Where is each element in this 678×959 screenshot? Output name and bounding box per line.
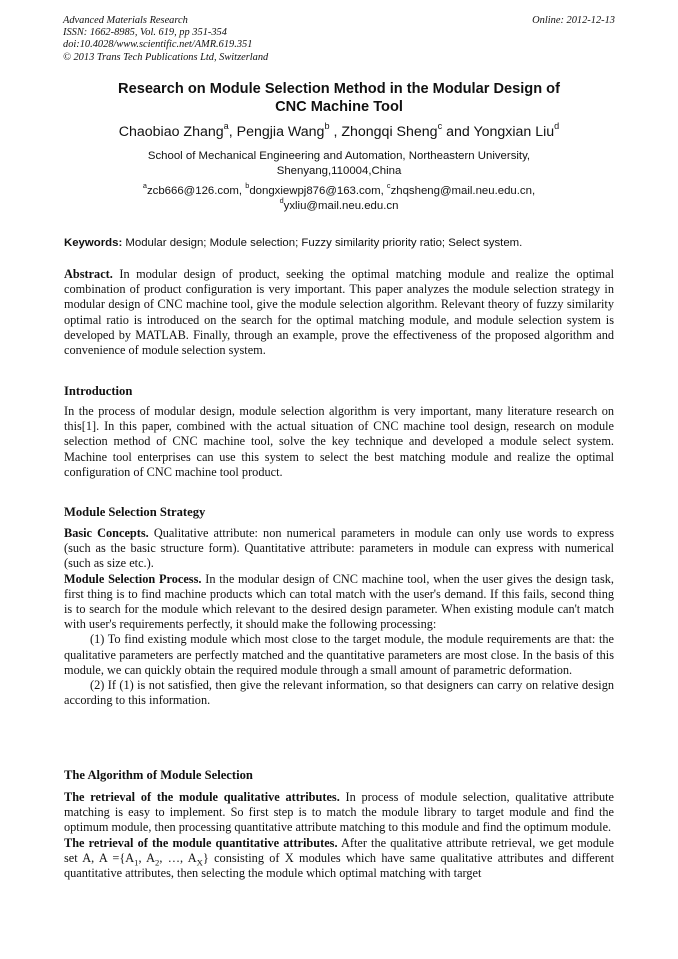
author-name: Zhongqi Sheng [341, 124, 438, 140]
introduction-paragraph: In the process of modular design, module selection algorithm is very important, many literature research on this[1]. In this paper, combined with the actual situation of CNC machine tool design, research on module selection method of CNC machine tool, solve the key technique and developed a module select system. Machine tool enterprises can use this system to select the best matching module and realize the optimal configuration of CNC machine tool product. [64, 404, 614, 479]
journal-name: Advanced Materials Research [63, 15, 188, 26]
process-item-1: (1) To find existing module which most close to the target module, the module requirements are that: the qualitative parameters are perfectly matched and the quantitative parameters are most close. In the basis of this module, we can quickly obtain the required module through a small amount of parametric deformation. [64, 632, 614, 677]
selection-process-label: Module Selection Process. [64, 571, 202, 586]
subscript-2: 2 [155, 857, 160, 868]
author-mark: d [554, 120, 560, 131]
email-mark: a [142, 181, 147, 191]
affiliation [90, 149, 588, 178]
email-separator: , [380, 185, 387, 197]
process-item-2: (2) If (1) is not satisfied, then give the relevant information, so that designers can carry on relative design according to this information. [64, 678, 614, 708]
email-address[interactable]: zhqsheng@mail.neu.edu.cn [390, 185, 532, 197]
author-name: Pengjia Wang [236, 124, 325, 140]
heading-introduction: Introduction [64, 384, 133, 398]
email-address[interactable]: zcb666@126.com [146, 185, 239, 197]
quantitative-text-a: After the qualitative attribute retrieval, we get module set A, A ={A [64, 835, 614, 865]
email-separator: , [238, 185, 246, 197]
author-mark: c [437, 120, 443, 131]
introduction-text [64, 404, 614, 480]
affiliation-line-1: School of Mechanical Engineering and Automation, Northeastern University, [147, 150, 531, 162]
basic-concepts-label: Basic Concepts. [64, 526, 149, 540]
quantitative-label: The retrieval of the module quantitative attributes. [64, 835, 338, 850]
email-mark: b [245, 181, 250, 191]
affiliation-line-2: Shenyang,110004,China [276, 164, 402, 177]
title-line-2: CNC Machine Tool [275, 99, 403, 115]
quantitative-text-b: } consisting of X modules which have same qualitative attributes and different quantitative attributes, then selecting the module which optimal matching with target [64, 850, 614, 881]
online-date: Online: 2012-12-13 [532, 15, 615, 26]
strategy-section [64, 526, 614, 708]
algorithm-section [64, 790, 614, 881]
subscript-x: X [196, 857, 203, 868]
author-name: Chaobiao Zhang [118, 124, 224, 140]
subscript-1: 1 [134, 857, 139, 868]
author-mark: a [223, 120, 229, 131]
email-mark: d [279, 195, 284, 205]
keywords [64, 236, 616, 250]
author-mark: b [324, 120, 330, 131]
keywords-label: Keywords: [64, 237, 123, 249]
email-address[interactable]: yxliu@mail.neu.edu.cn [283, 199, 399, 212]
abstract-label: Abstract. [64, 267, 113, 281]
issn-line: ISSN: 1662-8985, Vol. 619, pp 351-354 [63, 27, 227, 39]
qualitative-label: The retrieval of the module qualitative attributes. [64, 790, 340, 804]
keywords-text: Modular design; Module selection; Fuzzy similarity priority ratio; Select system. [122, 237, 523, 249]
author-separator: , [228, 124, 237, 140]
email-separator: , [531, 185, 536, 197]
email-address[interactable]: dongxiewpj876@163.com [249, 185, 381, 197]
author-name: Yongxian Liu [473, 124, 555, 140]
selection-process-text: In the modular design of CNC machine tool, when the user gives the design task, first thing is to find machine products which can total match with the user's demand. If this fails, second thing is to search for the module which relevant to the desired design parameter. When existing module can't match with user's requirements perfectly, it should make the following processing: [64, 571, 614, 632]
author-separator: , [329, 124, 342, 140]
copyright-line: © 2013 Trans Tech Publications Ltd, Switzerland [63, 51, 269, 63]
basic-concepts-text: Qualitative attribute: non numerical parameters in module can only use words to express (such as the basic structure form). Quantitative attribute: parameters in module can express with numerical (such as size etc.). [64, 526, 614, 571]
set-ellipsis: , …, A [159, 850, 197, 865]
author-list [60, 120, 618, 141]
set-comma: , A [138, 850, 156, 865]
title-line-1: Research on Module Selection Method in the Modular Design of [118, 81, 560, 97]
email-mark: c [386, 181, 391, 191]
journal-header [63, 15, 268, 64]
abstract-text: In modular design of product, seeking the optimal matching module and realize the optimal combination of product configuration is very important. This paper analyzes the module selection strategy in modular design of CNC machine tool, give the module selection algorithm. Relevant theory of fuzzy similarity optimal ratio is introduced on the search for the optimal matching module, and module selection system is developed by MATLAB. Finally, through an example, prove the effectiveness of the proposed algorithm and convenience of module selection system. [64, 267, 614, 358]
email-list [80, 181, 598, 213]
abstract [64, 267, 614, 358]
heading-module-selection-strategy: Module Selection Strategy [64, 505, 206, 519]
qualitative-text: In process of module selection, qualitative attribute matching is easy to implement. So first step is to match the module library to target module and find the optimum module, then processing quantitative attribute matching to this module and find the optimum module. [64, 790, 614, 835]
heading-algorithm: The Algorithm of Module Selection [64, 768, 253, 782]
doi-line: doi:10.4028/www.scientific.net/AMR.619.351 [63, 39, 253, 51]
author-separator: and [442, 124, 474, 140]
paper-title [80, 80, 598, 116]
